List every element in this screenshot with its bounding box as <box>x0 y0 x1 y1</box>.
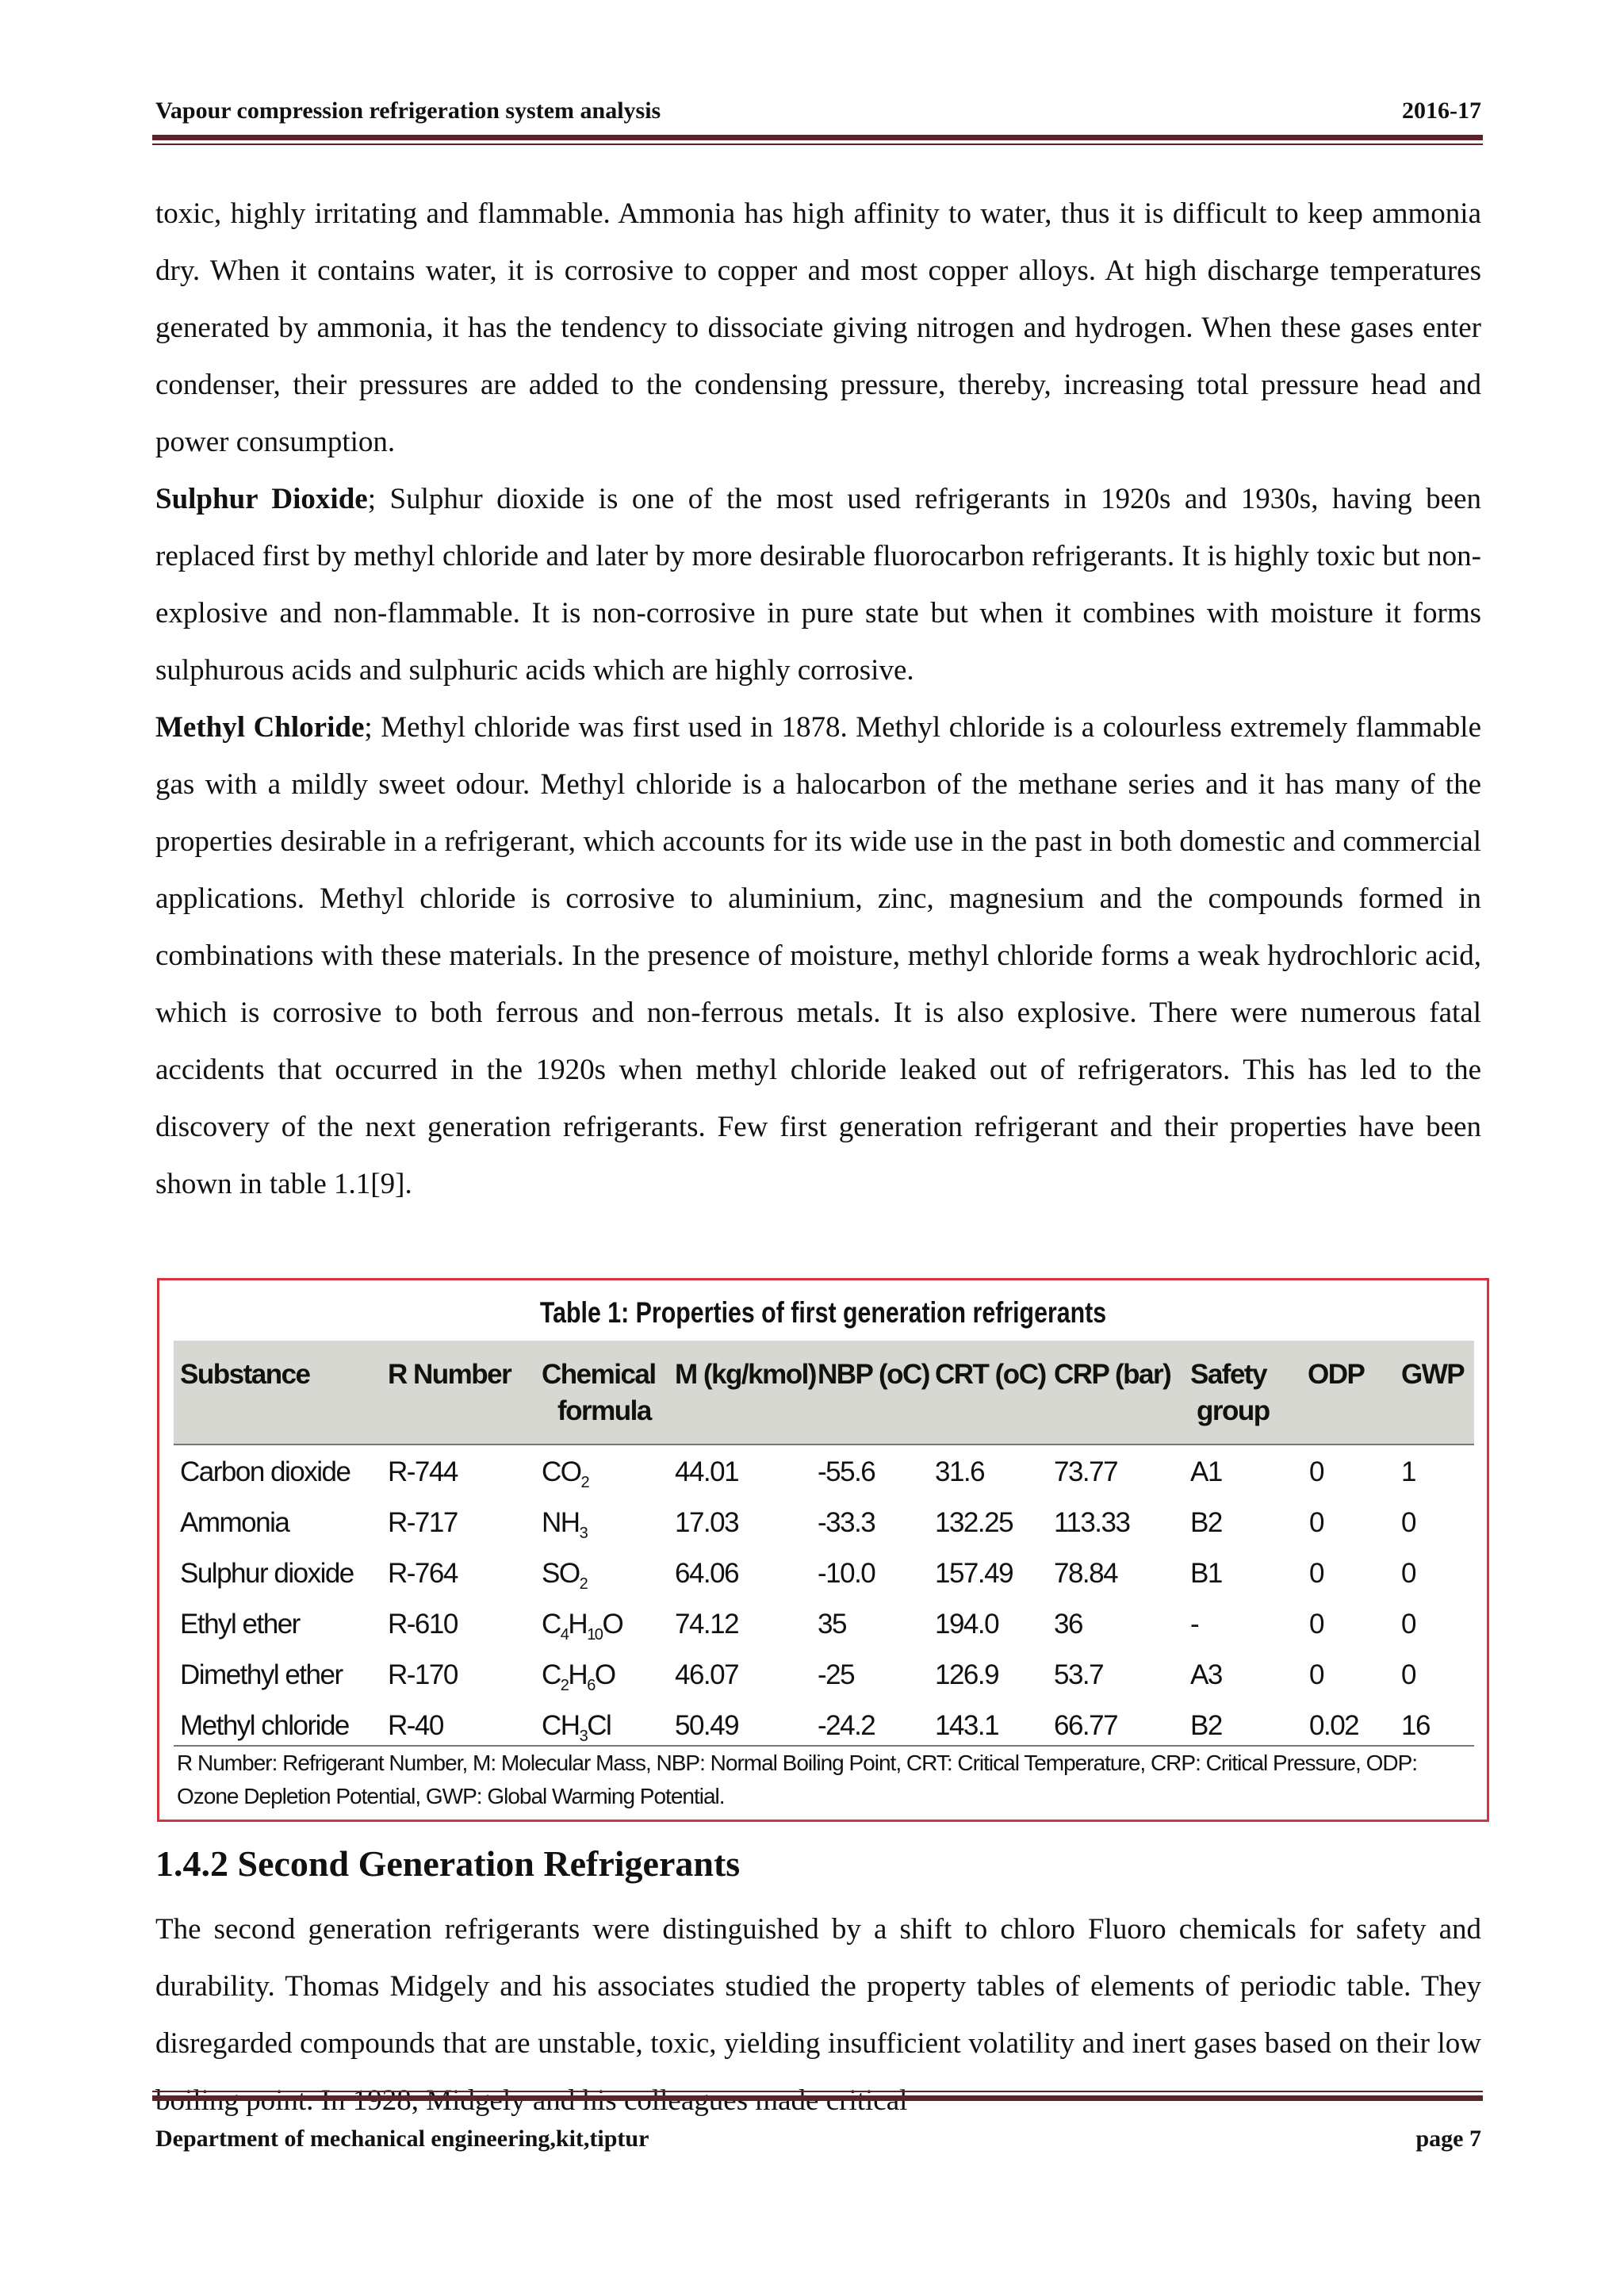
term-methyl-chloride: Methyl Chloride <box>155 711 365 744</box>
cell-formula: $NH_3$ <box>542 1507 588 1542</box>
cell-gwp: 0 <box>1401 1507 1415 1538</box>
cell-crp: 113.33 <box>1054 1507 1130 1538</box>
cell-formula: $C_4H_{10}O$ <box>542 1609 623 1644</box>
header-year: 2016-17 <box>1402 98 1481 124</box>
cell-crt: 126.9 <box>935 1659 999 1690</box>
header-chemical: Chemical <box>542 1359 656 1390</box>
page-footer <box>155 2125 1481 2153</box>
table-header-bottom-line <box>174 1444 1474 1445</box>
body-text-top <box>155 186 1481 1213</box>
cell-odp: 0 <box>1309 1659 1323 1690</box>
cell-crp: 36 <box>1054 1609 1082 1640</box>
table-title: Table 1: Properties of first generation refrigerants <box>539 1296 1107 1329</box>
cell-substance: Ammonia <box>180 1507 289 1538</box>
cell-safety: A1 <box>1190 1456 1222 1487</box>
cell-odp: 0 <box>1309 1609 1323 1640</box>
cell-m: 74.12 <box>675 1609 739 1640</box>
cell-safety: B2 <box>1190 1507 1222 1538</box>
cell-safety: - <box>1190 1609 1199 1640</box>
cell-formula: $CH_3Cl$ <box>542 1710 611 1745</box>
cell-formula: $C_2H_6O$ <box>542 1659 615 1694</box>
cell-odp: 0 <box>1309 1456 1323 1487</box>
footer-page-number: page 7 <box>1415 2126 1481 2152</box>
cell-substance: Dimethyl ether <box>180 1659 343 1690</box>
cell-safety: B2 <box>1190 1710 1222 1741</box>
header-crp: CRP (bar) <box>1054 1359 1171 1390</box>
cell-r-number: R-717 <box>388 1507 458 1538</box>
paragraph-sulphur-dioxide-text: Sulphur dioxide is one of the most used refrigerants in 1920s and 1930s, having been replaced first by methyl chloride and later by more desirable fluorocarbon refrigerants. It is highly toxic but non-explosive and non-flammable. It is non-corrosive in pure state but when it combines with moisture it forms sulphurous acids and sulphuric acids which are highly corrosive. <box>155 483 1482 687</box>
cell-safety: B1 <box>1190 1558 1222 1589</box>
header-rule-thin <box>152 144 1483 145</box>
header-substance: Substance <box>180 1359 310 1390</box>
cell-gwp: 0 <box>1401 1609 1415 1640</box>
paragraph-ammonia: toxic, highly irritating and flammable. Ammonia has high affinity to water, thus it is difficult to keep ammonia dry. When it contains water, it is corrosive to copper and most copper alloys. At high discharge temperatures generated by ammonia, it has the tendency to dissociate giving nitrogen and hydrogen. When these gases enter condenser, their pressures are added to the condensing pressure, thereby, increasing total pressure head and power consumption. <box>155 197 1481 458</box>
table-header-row <box>174 1341 1474 1444</box>
cell-gwp: 16 <box>1401 1710 1430 1741</box>
table-footnote: R Number: Refrigerant Number, M: Molecular Mass, NBP: Normal Boiling Point, CRT: Critical Temperature, CRP: Critical Pressure, ODP: Ozone Depletion Potential, GWP: Global Warming Potential. <box>177 1751 1418 1808</box>
cell-nbp: -55.6 <box>818 1456 875 1487</box>
cell-nbp: 35 <box>818 1609 846 1640</box>
cell-m: 17.03 <box>675 1507 739 1538</box>
cell-gwp: 0 <box>1401 1659 1415 1690</box>
cell-m: 50.49 <box>675 1710 739 1741</box>
cell-substance: Methyl chloride <box>180 1710 349 1741</box>
header-gwp: GWP <box>1401 1359 1465 1390</box>
cell-substance: Carbon dioxide <box>180 1456 350 1487</box>
cell-formula: $SO_2$ <box>542 1558 588 1593</box>
cell-safety: A3 <box>1190 1659 1222 1690</box>
cell-crt: 143.1 <box>935 1710 999 1741</box>
cell-m: 44.01 <box>675 1456 739 1487</box>
cell-nbp: -25 <box>818 1659 855 1690</box>
term-sulphur-dioxide: Sulphur Dioxide <box>155 483 368 515</box>
header-rule-thick <box>152 135 1483 140</box>
footer-rule-thick <box>152 2095 1483 2101</box>
cell-r-number: R-40 <box>388 1710 443 1741</box>
cell-odp: 0.02 <box>1309 1710 1359 1741</box>
cell-r-number: R-764 <box>388 1558 458 1589</box>
separator: ; <box>364 711 373 744</box>
cell-crt: 132.25 <box>935 1507 1013 1538</box>
cell-odp: 0 <box>1309 1558 1323 1589</box>
cell-gwp: 1 <box>1401 1456 1415 1487</box>
section-heading: 1.4.2 Second Generation Refrigerants <box>155 1843 741 1884</box>
cell-substance: Ethyl ether <box>180 1609 300 1640</box>
cell-crp: 73.77 <box>1054 1456 1118 1487</box>
header-formula: formula <box>557 1395 651 1426</box>
header-safety: Safety <box>1190 1359 1267 1390</box>
cell-crt: 194.0 <box>935 1609 999 1640</box>
cell-odp: 0 <box>1309 1507 1323 1538</box>
cell-formula: $CO_2$ <box>542 1456 589 1491</box>
header-title: Vapour compression refrigeration system analysis <box>155 98 661 124</box>
cell-m: 64.06 <box>675 1558 739 1589</box>
cell-gwp: 0 <box>1401 1558 1415 1589</box>
cell-nbp: -33.3 <box>818 1507 875 1538</box>
cell-r-number: R-170 <box>388 1659 458 1690</box>
paragraph-methyl-chloride-text: Methyl chloride was first used in 1878. Methyl chloride is a colourless extremely flammable gas with a mildly sweet odour. Methyl chloride is a halocarbon of the methane series and it has many of the properties desirable in a refrigerant, which accounts for its wide use in the past in both domestic and commercial applications. Methyl chloride is corrosive to aluminium, zinc, magnesium and the compounds formed in combinations with these materials. In the presence of moisture, methyl chloride forms a weak hydrochloric acid, which is corrosive to both ferrous and non-ferrous metals. It is also explosive. There were numerous fatal accidents that occurred in the 1920s when methyl chloride leaked out of refrigerators. This has led to the discovery of the next generation refrigerants. Few first generation refrigerant and their properties have been shown in table 1.1[9]. <box>155 711 1481 1200</box>
footer-rule-thin <box>152 2091 1483 2092</box>
header-r-number: R Number <box>388 1359 511 1390</box>
cell-m: 46.07 <box>675 1659 739 1690</box>
footer-department: Department of mechanical engineering,kit,tiptur <box>155 2126 649 2152</box>
header-molar-mass: M (kg/kmol) <box>675 1359 816 1390</box>
cell-crt: 31.6 <box>935 1456 985 1487</box>
cell-r-number: R-610 <box>388 1609 458 1640</box>
cell-substance: Sulphur dioxide <box>180 1558 354 1589</box>
cell-nbp: -24.2 <box>818 1710 875 1741</box>
page-header <box>155 97 1481 125</box>
header-crt: CRT (oC) <box>935 1359 1046 1390</box>
paragraph-second-generation: The second generation refrigerants were distinguished by a shift to chloro Fluoro chemicals for safety and durability. Thomas Midgely and his associates studied the property tables of elements of periodic table. They disregarded compounds that are unstable, toxic, yielding insufficient volatility and inert gases based on their low <box>155 1913 1481 2060</box>
separator: ; <box>367 483 376 515</box>
paragraph-methyl-chloride <box>155 699 1481 1213</box>
cell-nbp: -10.0 <box>818 1558 875 1589</box>
properties-table-figure <box>157 1278 1489 1822</box>
header-odp: ODP <box>1308 1359 1365 1390</box>
cell-crt: 157.49 <box>935 1558 1013 1589</box>
header-nbp: NBP (oC) <box>818 1359 929 1390</box>
paragraph-sulphur-dioxide <box>155 471 1481 699</box>
cell-r-number: R-744 <box>388 1456 458 1487</box>
cell-crp: 53.7 <box>1054 1659 1104 1690</box>
cell-crp: 78.84 <box>1054 1558 1118 1589</box>
cell-crp: 66.77 <box>1054 1710 1118 1741</box>
header-group: group <box>1197 1395 1270 1426</box>
